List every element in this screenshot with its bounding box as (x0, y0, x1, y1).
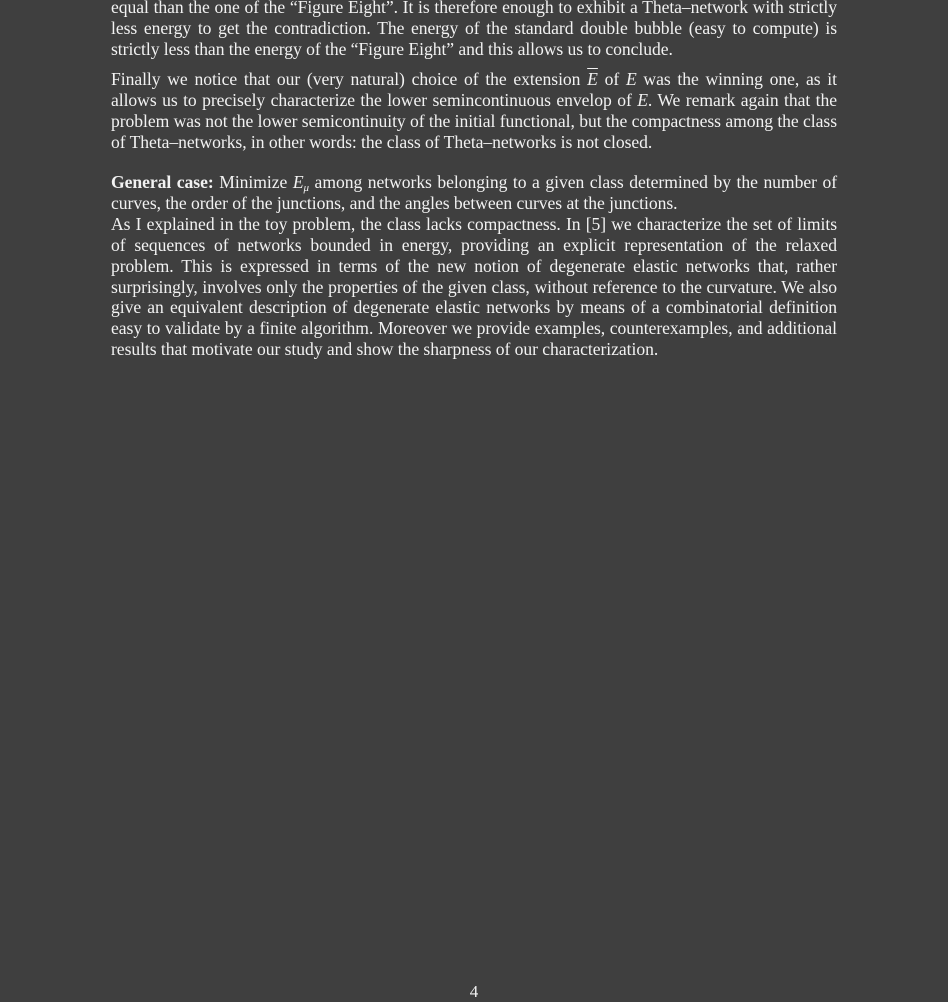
math-e-mu (293, 172, 309, 192)
text-run: among networks belonging to a given class determined by the number of curves, the order of the junctions, and the angles between curves at the junctions. (111, 172, 838, 213)
page-number: 4 (469, 982, 479, 1001)
paragraph-compactness: As I explained in the toy problem, the class lacks compactness. In [5] we characterize the set of limits of sequences of networks bounded in energy, providing an explicit representation of the relaxed problem. This is expressed in terms of the new notion of degenerate elastic networks that, rather surprisingly, involves only the properties of the given class, without reference to the curvature. We also give an equivalent description of degenerate elastic networks by means of a combinatorial definition easy to validate by a finite algorithm. Moreover we provide examples, counterexamples, and additional results that motivate our study and show the sharpness of our characterization. (111, 213, 837, 360)
section-general-case (111, 172, 837, 360)
math-symbol: E (292, 172, 304, 192)
math-subscript: μ (303, 182, 309, 194)
math-e-bar: $\overline{E}$ (587, 69, 598, 89)
text-run: of (597, 69, 626, 89)
paragraph-text (111, 69, 837, 153)
text-run: Finally we notice that our (very natural) choice of the extension (111, 69, 588, 89)
text-run: Minimize (213, 172, 293, 192)
paragraph-extension (111, 69, 837, 153)
text-run: was the winning one, as it allows us to precisely characterize the lower semincontinuous envelop of (111, 69, 837, 110)
paragraph-text: equal than the one of the “Figure Eight”. It is therefore enough to exhibit a Theta–network with strictly less energy to get the contradiction. The energy of the standard double bubble (easy to compute) is strictly less than the energy of the “Figure Eight” and this allows us to conclude. (111, 0, 837, 59)
text-run: . We remark again that the problem was not the lower semicontinuity of the initial functional, but the compactness among the class of Theta–networks, in other words: the class of Theta–networks is not closed. (111, 89, 837, 152)
section-heading: General case: (111, 172, 214, 192)
paragraph-figure-eight (111, 0, 837, 60)
math-e: E (625, 69, 637, 89)
math-e: E (637, 89, 648, 110)
paragraph-general-case (111, 172, 837, 214)
